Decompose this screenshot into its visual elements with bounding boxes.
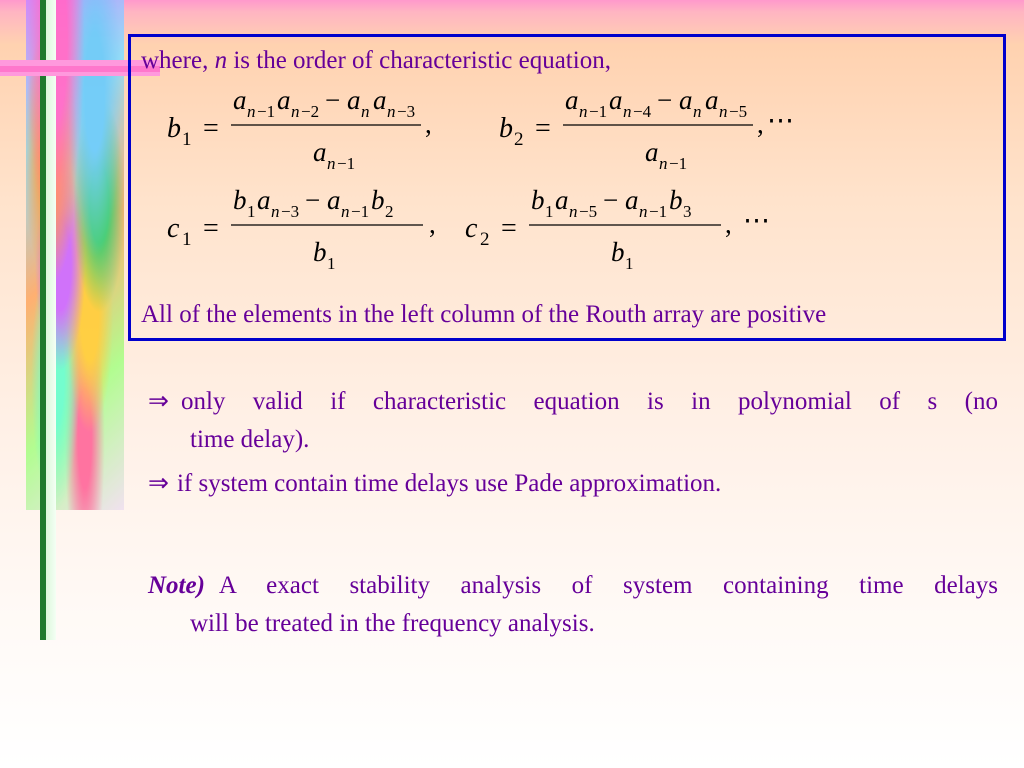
svg-text:2: 2 <box>385 202 394 221</box>
variable-n: n <box>214 47 228 74</box>
svg-text:n: n <box>693 102 702 121</box>
svg-text:−1: −1 <box>351 202 370 221</box>
equation-c1 <box>167 185 487 280</box>
svg-text:=: = <box>535 113 551 144</box>
bullet-1 <box>148 383 998 459</box>
b1-subscript: 1 <box>182 129 192 150</box>
svg-text:n: n <box>361 102 370 121</box>
svg-text:1: 1 <box>327 254 336 273</box>
svg-text:−2: −2 <box>301 102 320 121</box>
svg-text:1: 1 <box>545 202 554 221</box>
svg-text:a: a <box>347 85 361 115</box>
b1-symbol: b <box>167 113 181 144</box>
svg-text:−3: −3 <box>397 102 416 121</box>
svg-text:a: a <box>555 185 569 215</box>
svg-text:1: 1 <box>247 202 256 221</box>
svg-text:,: , <box>429 209 436 239</box>
svg-text:−3: −3 <box>281 202 300 221</box>
svg-text:−: − <box>657 85 673 115</box>
svg-text:b: b <box>233 185 247 215</box>
svg-text:n: n <box>247 102 256 121</box>
equation-b1 <box>167 85 487 180</box>
bullet-1-line-1: only valid if characteristic equation is in polynomial of s (no <box>180 388 998 415</box>
bullet-2-text: if system contain time delays use Pade approximation. <box>176 470 722 497</box>
svg-text:−5: −5 <box>729 102 748 121</box>
svg-text:a: a <box>679 85 693 115</box>
svg-text:a: a <box>373 85 387 115</box>
svg-text:−5: −5 <box>579 202 598 221</box>
b2-subscript: 2 <box>514 129 524 150</box>
svg-text:−1: −1 <box>589 102 608 121</box>
svg-text:b: b <box>313 237 327 267</box>
svg-text:n: n <box>569 202 578 221</box>
routh-formula-box <box>128 34 1006 341</box>
bullet-1-line-2: time delay). <box>190 426 310 453</box>
svg-text:a: a <box>327 185 341 215</box>
implies-arrow-icon: ⇒ <box>148 388 169 415</box>
note-line-1: A exact stability analysis of system containing time delays <box>218 572 998 599</box>
svg-text:n: n <box>579 102 588 121</box>
implies-arrow-icon: ⇒ <box>148 470 169 497</box>
svg-text:a: a <box>257 185 271 215</box>
svg-text:a: a <box>705 85 719 115</box>
svg-text:n: n <box>639 202 648 221</box>
svg-text:−1: −1 <box>669 154 688 173</box>
equation-c2 <box>465 185 825 280</box>
note-paragraph <box>148 567 998 643</box>
svg-text:3: 3 <box>683 202 692 221</box>
svg-text:−: − <box>603 185 619 215</box>
svg-text:b: b <box>371 185 385 215</box>
c2-subscript: 2 <box>480 229 490 250</box>
svg-text:−4: −4 <box>633 102 652 121</box>
b-ellipsis: ⋯ <box>767 105 794 135</box>
svg-text:a: a <box>233 85 247 115</box>
svg-text:n: n <box>271 202 280 221</box>
c1-subscript: 1 <box>182 229 192 250</box>
svg-text:=: = <box>203 113 219 144</box>
conclusion-text: All of the elements in the left column of the Routh array are positive <box>141 301 827 328</box>
svg-text:n: n <box>623 102 632 121</box>
svg-text:a: a <box>645 137 659 167</box>
svg-text:−1: −1 <box>649 202 668 221</box>
svg-text:n: n <box>327 154 336 173</box>
bullet-2 <box>148 465 998 503</box>
svg-text:a: a <box>565 85 579 115</box>
svg-text:a: a <box>313 137 327 167</box>
equation-b2 <box>499 85 859 180</box>
svg-text:n: n <box>291 102 300 121</box>
svg-text:−: − <box>305 185 321 215</box>
note-line-2: will be treated in the frequency analysis. <box>190 610 595 637</box>
svg-text:n: n <box>341 202 350 221</box>
svg-text:−1: −1 <box>337 154 356 173</box>
svg-text:n: n <box>719 102 728 121</box>
svg-text:−1: −1 <box>257 102 276 121</box>
svg-text:a: a <box>277 85 291 115</box>
svg-text:−: − <box>325 85 341 115</box>
svg-text:1: 1 <box>625 254 634 273</box>
vertical-accent-bar-dark <box>40 0 46 640</box>
b2-symbol: b <box>499 113 513 144</box>
c2-symbol: c <box>465 213 478 244</box>
svg-text:=: = <box>501 213 517 244</box>
svg-text:a: a <box>609 85 623 115</box>
intro-text: where, n is the order of characteristic equation, <box>141 47 611 74</box>
svg-text:n: n <box>387 102 396 121</box>
svg-text:,: , <box>757 109 764 139</box>
svg-text:b: b <box>531 185 545 215</box>
svg-text:,: , <box>425 109 432 139</box>
svg-text:=: = <box>203 213 219 244</box>
svg-text:a: a <box>625 185 639 215</box>
c-ellipsis: ⋯ <box>743 205 770 235</box>
svg-text:,: , <box>725 209 732 239</box>
svg-text:n: n <box>659 154 668 173</box>
svg-text:b: b <box>611 237 625 267</box>
note-label: Note) <box>148 572 205 599</box>
c1-symbol: c <box>167 213 180 244</box>
svg-text:b: b <box>669 185 683 215</box>
